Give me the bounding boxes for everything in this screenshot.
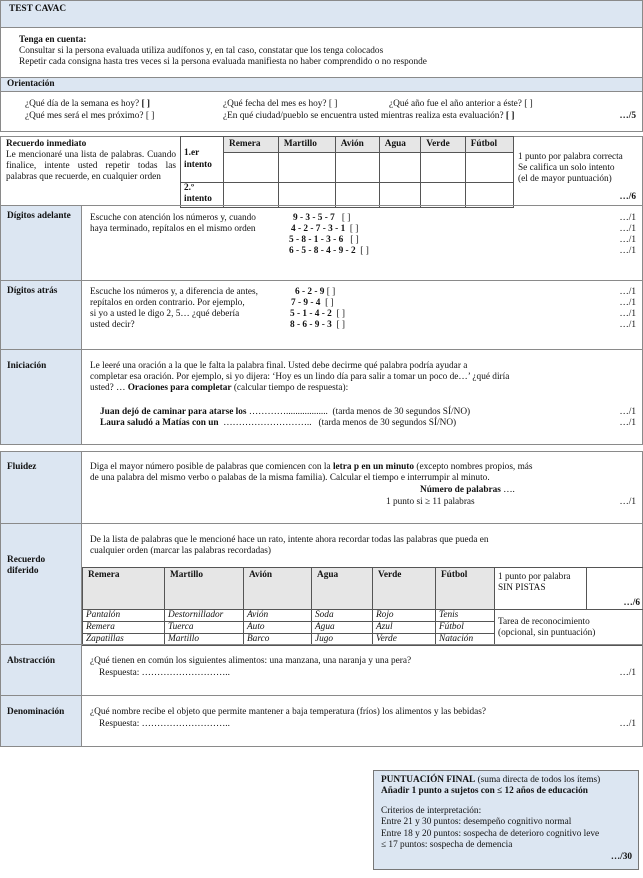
answer-cell[interactable]: [379, 153, 421, 183]
answer-field[interactable]: Respuesta: ………………………..: [99, 719, 230, 729]
word-header: Avión: [244, 568, 312, 610]
orientacion-body: [0, 91, 643, 132]
instruction-line: usted decir?: [90, 320, 135, 331]
instruction-line: Le leeré una oración a la que le falta la palabra final. Usted debe decirme qué palabra podría ayudar a: [90, 361, 468, 371]
answer-box[interactable]: [ ]: [341, 213, 351, 223]
item-score: …/1: [619, 287, 636, 297]
answer-box[interactable]: [ ]: [328, 99, 338, 109]
scoring-criterion: 1 punto si ≥ 11 palabras: [386, 497, 475, 507]
answer-cell[interactable]: [335, 183, 379, 208]
answer-cell[interactable]: [421, 153, 465, 183]
digitos-atras-label: Dígitos atrás: [7, 286, 58, 296]
digit-series: 9 - 3 - 5 - 7 [ ]: [293, 213, 351, 223]
answer-cell[interactable]: [421, 183, 465, 208]
word-count: Número de palabras ….: [420, 485, 515, 495]
answer-box[interactable]: [ ]: [349, 224, 359, 234]
recuerdo-diferido-label: Recuerdo diferido: [7, 555, 46, 577]
attempt-1-label: 1.er intento: [181, 137, 224, 183]
digit-series: 4 - 2 - 7 - 3 - 1 [ ]: [291, 224, 359, 234]
answer-cell[interactable]: [335, 153, 379, 183]
note-line: Repetir cada consigna hasta tres veces si la persona evaluada manifiesta no haber comprendido o no responde: [19, 57, 427, 68]
recuerdo-inmediato-section: [0, 136, 643, 206]
instruction-line: De la lista de palabras que le mencioné hace un rato, intente ahora recordar todas las palabras que pueda en: [90, 535, 489, 545]
instruction-line: haya terminado, repítalos en el mismo orden: [90, 224, 256, 235]
answer-box[interactable]: [ ]: [326, 287, 336, 297]
item-score: …/1: [619, 719, 636, 729]
instruction-line: cualquier orden (marcar las palabras recordadas): [90, 546, 271, 557]
recognition-option[interactable]: Soda: [312, 610, 373, 622]
instruction-line: repítalos en orden contrario. Por ejemplo,: [90, 298, 245, 309]
answer-blank[interactable]: ………………………..: [223, 418, 312, 428]
instruction-line: Escuche con atención los números y, cuando: [90, 213, 256, 223]
recuerdo-inmediato-score: …/6: [619, 192, 636, 202]
recognition-option[interactable]: Rojo: [373, 610, 436, 622]
recuerdo-inmediato-instructions: Le mencionaré una lista de palabras. Cuando finalice, intente usted repetir todas las palabras que recuerde, en cualquier orden: [6, 150, 176, 183]
instruction-line: completar esa oración. Por ejemplo, si yo dijera: ‘Hoy es un lindo día para salir a tomar un poco de…’ ¿qué diría: [90, 372, 510, 383]
denominacion-label: Denominación: [7, 707, 65, 717]
criteria-item: Entre 18 y 20 puntos: sospecha de deterioro cognitivo leve: [381, 828, 600, 839]
test-title-bar: [0, 0, 643, 28]
recognition-option[interactable]: Destornillador: [165, 610, 244, 622]
criteria-item: Entre 21 y 30 puntos: desempeño cognitivo normal: [381, 817, 572, 828]
word-header: Martillo: [165, 568, 244, 610]
recognition-option[interactable]: Auto: [244, 622, 312, 634]
digit-series: 8 - 6 - 9 - 3 [ ]: [290, 320, 346, 330]
digitos-atras-section: [0, 280, 643, 350]
orientacion-q-date: ¿Qué fecha del mes es hoy? [ ]: [223, 99, 338, 109]
iniciacion-section: [0, 349, 643, 445]
digit-series: 7 - 9 - 4 [ ]: [291, 298, 334, 308]
recognition-option[interactable]: Remera: [83, 622, 165, 634]
recuerdo-diferido-score: …/6: [587, 568, 643, 610]
notes-section: [0, 27, 643, 78]
answer-box[interactable]: [ ]: [336, 309, 346, 319]
recuerdo-diferido-grid: [82, 567, 643, 646]
word-header: Avión: [335, 137, 379, 153]
orientacion-score: …/5: [619, 111, 636, 121]
answer-box[interactable]: [ ]: [325, 298, 334, 308]
sentence-item: Juan dejó de caminar para atarse los ………….................. (tarda menos de 30 segundos SÍ/NO): [100, 407, 471, 417]
word-header: Remera: [224, 137, 279, 153]
recognition-option[interactable]: Martillo: [165, 634, 244, 646]
instruction-line: usted? … Oraciones para completar (calcular tiempo de respuesta):: [90, 383, 349, 394]
recognition-option[interactable]: Avión: [244, 610, 312, 622]
instruction-line: Escuche los números y, a diferencia de antes,: [90, 287, 258, 297]
orientacion-q-month: ¿Qué mes será el mes próximo? [ ]: [25, 111, 155, 121]
orientacion-q-day: ¿Qué día de la semana es hoy? [ ]: [25, 99, 150, 109]
word-header: Agua: [379, 137, 421, 153]
scoring-note: 1 punto por palabra correcta: [518, 152, 623, 162]
instruction-line: de una palabra del mismo verbo o palabas de la misma familia). Calcular el tiempo e interrumpir al minuto.: [90, 473, 490, 484]
item-score: …/1: [619, 668, 636, 678]
abstraccion-section: [0, 644, 643, 696]
scoring-note: Se califica un solo intento: [518, 163, 615, 174]
recognition-option[interactable]: Agua: [312, 622, 373, 634]
sentence-item: Laura saludó a Matías con un ……………………….. (tarda menos de 30 segundos SÍ/NO): [100, 418, 457, 428]
criteria-heading: Criterios de interpretación:: [381, 806, 482, 817]
recuerdo-inmediato-label: Recuerdo inmediato: [6, 139, 87, 149]
item-score: …/1: [619, 246, 636, 256]
answer-box[interactable]: [ ]: [524, 99, 533, 109]
answer-cell[interactable]: [379, 183, 421, 208]
word-header: Fútbol: [465, 137, 513, 153]
item-score: …/1: [619, 320, 636, 330]
recognition-option[interactable]: Verde: [373, 634, 436, 646]
word-header: Verde: [421, 137, 465, 153]
note-line: Consultar si la persona evaluada utiliza audífonos y, en tal caso, constatar que los tenga colocados: [19, 46, 384, 57]
recognition-option[interactable]: Barco: [244, 634, 312, 646]
recognition-option[interactable]: Pantalón: [83, 610, 165, 622]
word-header: Fútbol: [436, 568, 495, 610]
orientacion-header: [0, 77, 643, 92]
final-score-box: [373, 770, 639, 870]
scoring-note: (el de mayor puntuación): [518, 174, 612, 185]
answer-cell[interactable]: [224, 183, 279, 208]
orientacion-q-year: ¿Qué año fue el año anterior a éste? [ ]: [389, 99, 533, 109]
recognition-option[interactable]: Azul: [373, 622, 436, 634]
digit-series: 5 - 1 - 4 - 2 [ ]: [290, 309, 346, 319]
orientacion-label: Orientación: [7, 79, 55, 89]
final-title: PUNTUACIÓN FINAL (suma directa de todos los ítems): [381, 775, 601, 785]
orientacion-q-city: ¿En qué ciudad/pueblo se encuentra usted mientras realiza esta evaluación? [ ]: [223, 111, 515, 121]
recognition-option[interactable]: Tenis: [436, 610, 495, 622]
recognition-option[interactable]: Jugo: [312, 634, 373, 646]
fluidez-section: [0, 451, 643, 524]
word-count-blank[interactable]: ….: [500, 485, 515, 495]
final-bonus: Añadir 1 punto a sujetos con ≤ 12 años de educación: [381, 786, 588, 797]
instruction-line: si yo a usted le digo 2, 5… ¿qué debería: [90, 309, 240, 320]
digit-series: 6 - 5 - 8 - 4 - 9 - 2 [ ]: [289, 246, 369, 256]
word-header: Agua: [312, 568, 373, 610]
item-score: …/1: [619, 298, 636, 308]
fluidez-label: Fluidez: [7, 462, 37, 472]
answer-cell[interactable]: [465, 153, 513, 183]
word-header: Remera: [83, 568, 165, 610]
final-score: …/30: [610, 851, 632, 862]
digitos-adelante-label: Dígitos adelante: [7, 211, 71, 221]
answer-cell[interactable]: [278, 183, 335, 208]
answer-cell[interactable]: [465, 183, 513, 208]
digit-series: 6 - 2 - 9 [ ]: [295, 287, 336, 297]
abstraccion-label: Abstracción: [7, 656, 56, 666]
attempt-2-label: 2.º intento: [181, 183, 224, 208]
answer-box[interactable]: [ ]: [145, 111, 155, 121]
question: ¿Qué tienen en común los siguientes alimentos: una manzana, una naranja y una pera?: [90, 656, 412, 666]
digitos-adelante-section: [0, 205, 643, 281]
answer-box[interactable]: [ ]: [350, 235, 359, 245]
item-score: …/1: [619, 309, 636, 319]
recuerdo-inmediato-grid: [180, 136, 514, 208]
answer-box[interactable]: [ ]: [360, 246, 369, 256]
notes-heading: Tenga en cuenta:: [19, 35, 87, 45]
recognition-note: Tarea de reconocimiento (opcional, sin puntuación): [495, 610, 643, 646]
answer-cell[interactable]: [224, 153, 279, 183]
item-score: …/1: [619, 235, 636, 245]
answer-box[interactable]: [ ]: [336, 320, 346, 330]
recognition-option[interactable]: Natación: [436, 634, 495, 646]
scoring-note: 1 punto por palabra SIN PISTAS: [495, 568, 587, 610]
answer-field[interactable]: Respuesta: ………………………..: [99, 668, 230, 678]
criteria-item: ≤ 17 puntos: sospecha de demencia: [381, 839, 513, 850]
item-score: …/1: [619, 418, 636, 428]
answer-blank[interactable]: …………..................: [248, 407, 328, 417]
recognition-option[interactable]: Fútbol: [436, 622, 495, 634]
word-header: Verde: [373, 568, 436, 610]
word-header: Martillo: [278, 137, 335, 153]
recuerdo-diferido-section: [0, 523, 643, 645]
recognition-option[interactable]: Zapatillas: [83, 634, 165, 646]
recognition-option[interactable]: Tuerca: [165, 622, 244, 634]
test-title: TEST CAVAC: [9, 4, 67, 14]
item-score: …/1: [619, 224, 636, 234]
answer-box[interactable]: [ ]: [141, 99, 150, 109]
denominacion-section: [0, 695, 643, 747]
item-score: …/1: [619, 497, 636, 507]
item-score: …/1: [619, 213, 636, 223]
instruction-line: Diga el mayor número posible de palabras que comiencen con la letra p en un minuto (excepto nombres propios, más: [90, 462, 533, 472]
iniciacion-label: Iniciación: [7, 361, 47, 371]
digit-series: 5 - 8 - 1 - 3 - 6 [ ]: [289, 235, 359, 245]
item-score: …/1: [619, 407, 636, 417]
answer-cell[interactable]: [278, 153, 335, 183]
question: ¿Qué nombre recibe el objeto que permite mantener a baja temperatura (fríos) los alimentos y las bebidas?: [90, 707, 486, 717]
answer-box[interactable]: [ ]: [505, 111, 515, 121]
